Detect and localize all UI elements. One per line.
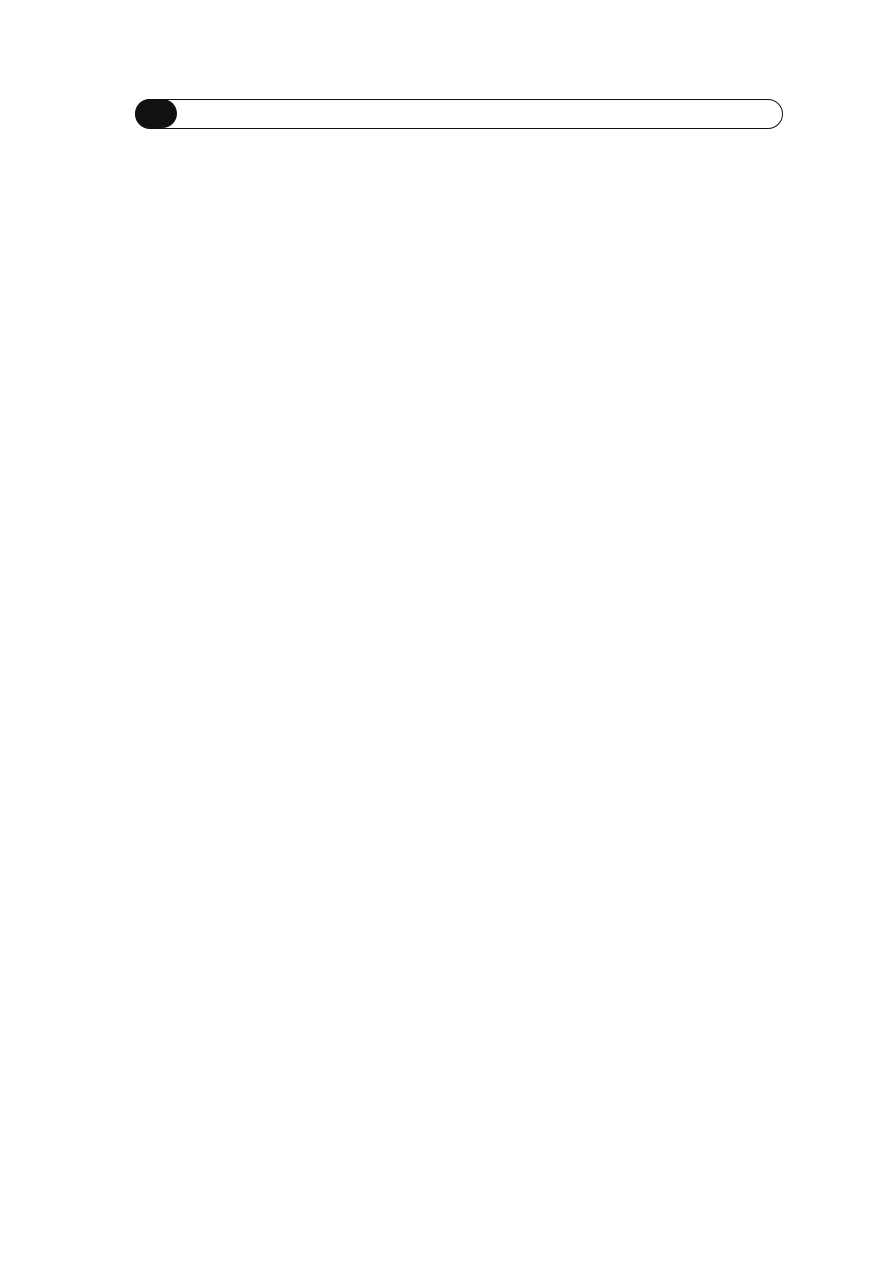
running-header <box>135 99 783 129</box>
table-of-contents <box>137 144 783 164</box>
page-number-badge <box>135 99 177 128</box>
